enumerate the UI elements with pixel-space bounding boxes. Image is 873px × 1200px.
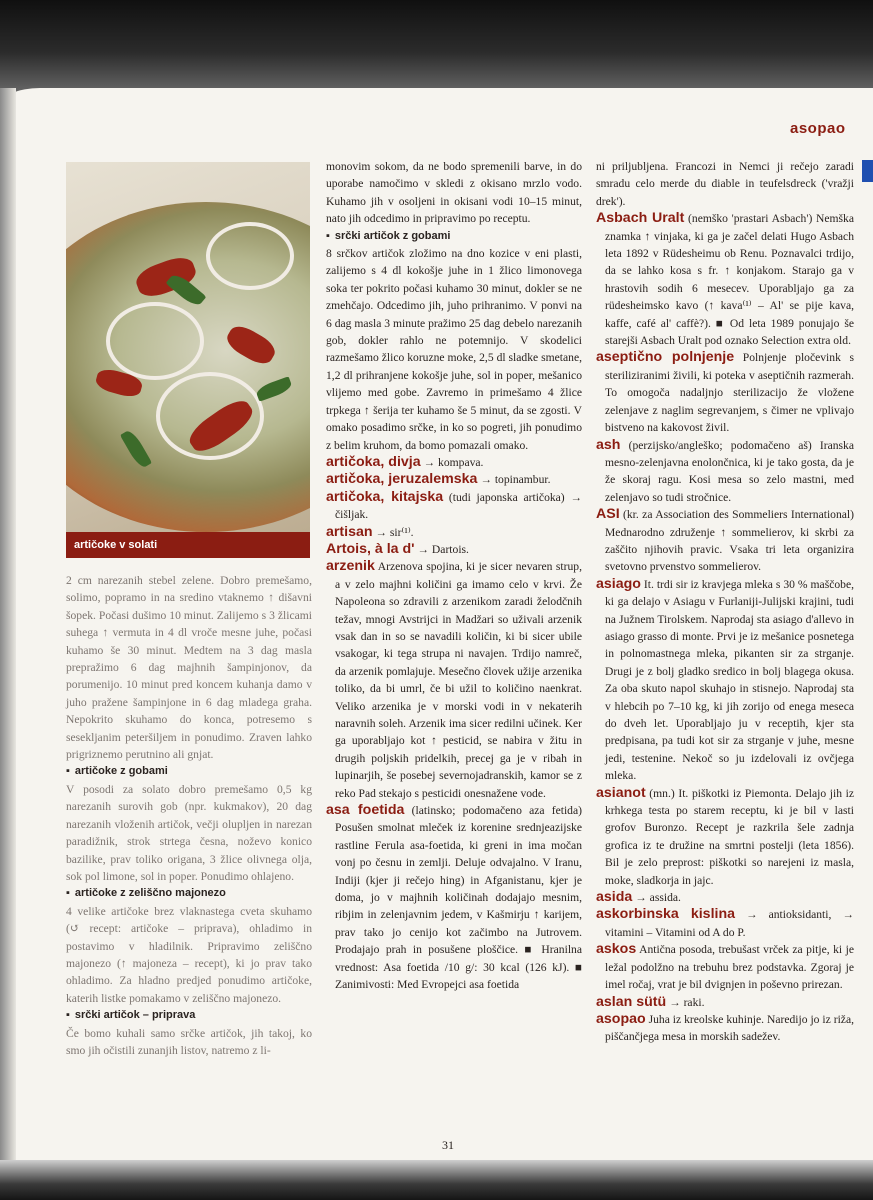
entry-headword: ash [596, 436, 621, 453]
dictionary-entry [326, 524, 582, 541]
subheading: ▪ srčki artičok z gobami [326, 228, 582, 245]
entry-text: Polnjenje pločevink s steriliziranimi živili, ki poteka v aseptičnih razmerah. To omogoča nadaljnjo sterilizacijo že vložene zelenjave z naglim segrevanjem, s čimer ne vplivajo bistveno na kakovost živil. [605, 351, 854, 435]
paragraph: Če bomo kuhali samo srčke artičok, jih takoj, ko smo jih očistili zunanjih listov, natremo z li- [66, 1026, 312, 1057]
entry-headword: asida [596, 889, 633, 906]
column-right [596, 158, 854, 1046]
onion-ring [206, 222, 294, 290]
dictionary-entry [596, 576, 854, 785]
photo-caption: artičoke v solati [66, 532, 310, 558]
paragraph: V posodi za solato dobro premešamo 0,5 kg narezanih surovih gob (npr. kukmakov), 20 dag narezanih vloženih artičok, večji olupljen in narezan paradižnik, strok strtega česna, noževo konico bazilike, prav toliko origana, 3 žlice olivnega olja, sok pol limone, sol in poper. Ponudimo ohlajeno. [66, 782, 312, 883]
entry-headword: asa foetida [326, 802, 405, 819]
entry-headword: Artois, à la d' [326, 540, 415, 557]
entry-text: (perzijsko/angleško; podomačeno aš) Iranska mesno-zelenjavna enolončnica, ki je tako gosta, da je že skoraj ragu. Kosi mesa so zelo mastni, med zelenjavo so tudi stročnice. [605, 438, 854, 504]
paragraph: 4 velike artičoke brez vlaknastega cveta skuhamo (↺ recept: artičoke – priprava), ohladimo in postavimo v hladilnik. Pripravimo zeliščno majonezo (↑ majoneza – recept), ki jo prav tako ohladimo. Za hladno predjed ponudimo artičoke, katerih listke pomakamo v zeliščno majonezo. [66, 904, 312, 1005]
entry-text: → raki. [666, 995, 705, 1009]
page-number: 31 [442, 1138, 454, 1152]
dictionary-entry [596, 785, 854, 889]
entry-headword: aseptično polnjenje [596, 349, 735, 366]
entry-headword: asopao [596, 1010, 646, 1027]
dictionary-entry [596, 994, 854, 1011]
entry-text: → topinambur. [477, 473, 551, 487]
entry-headword: asianot [596, 784, 646, 801]
scan-top-shadow [0, 0, 873, 95]
entry-headword: Asbach Uralt [596, 210, 685, 227]
dictionary-entry [596, 210, 854, 349]
dictionary-entry [596, 437, 854, 507]
subheading: ▪ srčki artičok – priprava [66, 1007, 312, 1024]
entry-headword: aslan sütü [596, 993, 667, 1010]
dictionary-entry [326, 802, 582, 993]
paragraph: 8 srčkov artičok zložimo na dno kozice v eni plasti, zalijemo s 4 dl kokošje juhe in 1 žlico limonovega soka ter pokrito počasi kuhamo 30 minut, dokler se ne zmehčajo. Odcedimo jih, juho prihranimo. V ponvi na 6 dag masla 3 minute pražimo 25 dag debelo narezanih gob, dokler rahlo ne potemnijo. V skodelici razmešamo žlico koruzne moke, 2,5 dl sladke smetane, 1,2 dl prihranjene kokošje juhe, sol in poper, mešanico vlijemo med gobe. Zavremo in primešamo 4 žlice trpkega ↑ šerija ter kuhamo še 5 minut, da se zgosti. V omako posadimo srčke, in ko so pogreti, jih ponudimo z belim kruhom, da bomo pomazali omako. [326, 247, 582, 452]
dictionary-entry [326, 454, 582, 471]
entry-text: (tudi japonska artičoka) → čišljak. [335, 490, 582, 522]
paragraph: monovim sokom, da ne bodo spremenili barve, in do uporabe namočimo v skledi z okisano mrzlo vodo. Kuhamo jih v osoljeni in okisani vodi 10–15 minut, nato jih odcedimo in pripravimo po receptu. [326, 160, 582, 226]
entry-headword: askorbinska kislina [596, 906, 736, 923]
entry-headword: artisan [326, 523, 373, 540]
dictionary-entry [326, 558, 582, 802]
column-left [66, 572, 312, 1059]
entry-text: It. trdi sir iz kravjega mleka s 30 % maščobe, ki ga delajo v Asiagu v Furlaniji-Julijski krajini, tudi na Južnem Tirolskem. Naprodaj sta asiago d'allevo in asiago grasso di monte. Prvi je iz mešanice posnetega in polnomastnega mleka, pikanten sir za strganje. Drugi je z bolj gladko sredico in bolj blagega okusa. Za oba skuto napol skuhajo in stisnejo. Naprodaj sta v hlebcih po 7–10 kg, ki jih zorijo od enega meseca do dveh let. Uporabljajo ju v receptih, kjer sta predpisana, pa tudi kot sir za strganje v juhe, mesne jedi, testenine. Nekoč so ju izdelovali iz ovčjega mleka. [605, 577, 854, 783]
entry-text: → Dartois. [414, 542, 469, 556]
entry-headword: arzenik [326, 558, 375, 575]
entry-headword: artičoka, jeruzalemska [326, 471, 478, 488]
column-middle [326, 158, 582, 994]
paragraph: ni priljubljena. Francozi in Nemci ji rečejo zaradi smradu celo merde du diable in teufelsdreck ('vražji drek'). [596, 160, 854, 208]
entry-text: Juha iz kreolske kuhinje. Naredijo jo iz riža, piščančjega mesa in morskih sadežev. [605, 1012, 854, 1044]
entry-text: → kompava. [420, 455, 484, 469]
dictionary-entry [596, 1011, 854, 1046]
onion-ring [106, 302, 204, 380]
entry-text: → assida. [632, 891, 681, 905]
thumb-index-tab [862, 160, 873, 182]
artichoke-salad-photo [66, 162, 310, 558]
dictionary-entry [596, 906, 854, 941]
onion-ring [156, 372, 264, 460]
scan-bottom-shadow [0, 1160, 873, 1200]
dictionary-entry [326, 541, 582, 558]
entry-headword: ASI [596, 506, 620, 523]
entry-text: (kr. za Association des Sommeliers International) Mednarodno združenje ↑ sommelierov, ki skrbi za zaščito njihovih pravic. Vsaka tri leta organizira svetovno prvenstvo sommelierov. [605, 508, 854, 574]
subheading: ▪ artičoke z zeliščno majonezo [66, 885, 312, 902]
entry-text: Antična posoda, trebušast vrček za pitje, ki je ležal podolžno na trebuhu brez podstavka. Zgoraj je imel ročaj, vrat je bil dvignjen in poševno prirezan. [605, 943, 854, 992]
dictionary-entry [596, 506, 854, 576]
entry-headword: askos [596, 941, 637, 958]
page-binding-edge [0, 88, 16, 1163]
dictionary-entry [326, 489, 582, 524]
subheading: ▪ artičoke z gobami [66, 763, 312, 780]
entry-headword: artičoka, kitajska [326, 488, 444, 505]
running-head: asopao [790, 120, 846, 137]
entry-text: → antioksidanti, → vitamini – Vitamini od A do P. [605, 908, 854, 939]
dictionary-entry [326, 471, 582, 488]
entry-text: (mn.) It. piškotki iz Piemonta. Delajo jih iz krhkega testa po starem receptu, ki je bil v lasti grofov Buronzo. Recept je razkrila šele zadnja grofica iz te družine na smrtni postelji (leta 1856). Bil je zelo preprost: piškotki so narejeni iz masla, moke, sladkorja in jajc. [605, 786, 854, 887]
entry-headword: artičoka, divja [326, 453, 421, 470]
dictionary-entry [596, 349, 854, 436]
entry-text: (latinsko; podomačeno aza fetida) Posušen smolnat mleček iz korenine srednjeazijske rastline Ferula asa-foetida, ki greni in ima močan vonj po česnu in zemlji. Deluje odvajalno. V Iranu, Indiji (kjer ji rečejo hing) in Afganistanu, kjer je doma, jo v majhnih količinah dodajajo mesnim, ribjim in zelenjavnim jedem, v Kašmirju ↑ karijem, prav tako jo cenijo kot začimbo na Jutrovem. Prodajajo prah in posušene ploščice. ■ Hranilna vrednost: Asa foetida /10 g/: 30 kcal (126 kJ). ■ Zanimivosti: Med Evropejci asa foetida [335, 804, 582, 992]
dictionary-entry [596, 941, 854, 993]
entry-text: (nemško 'prastari Asbach') Nemška znamka ↑ vinjaka, ki ga je začel delati Hugo Asbach leta 1892 v Rüdesheimu ob Renu. Poznavalci trdijo, da se lahko kosa s fr. ↑ konjakom. Starajo ga v hrastovih sodih 6 mesecev. Uporabljajo ga za rüdesheimsko kavo (↑ kava⁽¹⁾ – Al' se pije kava, kaffe, café al' caffè?). ■ Od leta 1989 ponujajo še starejši Asbach Uralt pod oznako Selection extra old. [605, 212, 854, 348]
dictionary-entry [596, 889, 854, 906]
entry-text: → sir⁽¹⁾. [372, 525, 414, 539]
paragraph: 2 cm narezanih stebel zelene. Dobro premešamo, solimo, popramo in na sredino vtaknemo ↑ dišavni šopek. Počasi dušimo 10 minut. Zalijemo s 3 žlicami suhega ↑ vermuta in 4 dl vroče mesne juhe, počasi kuhamo še 30 minut. Medtem na 3 dag masla prepražimo 6 dag majhnih šampinjonov, da porumenijo. 10 minut pred koncem kuhanja damo v juho pražene šampinjone in 6 dag mladega graha. Nepokrito skuhamo do konca, potresemo s sesekljanim peteršiljem in ponudimo. Zraven lahko prigriznemo perutnino ali gnjat. [66, 574, 312, 762]
entry-headword: asiago [596, 575, 641, 592]
entry-text: Arzenova spojina, ki je sicer nevaren strup, a v zelo majhni količini ga imamo celo v krvi. Že Napoleona so zdravili z arzenikom zaradi želodčnih težav, mnogi Avstrijci in Madžari so uživali arzenik vsak dan in so se navadili količin, ki bi sicer ubile vsakogar, ki tega strupa ni navajen. Trdijo namreč, da arzenik pomlajuje. Mesečno človek užije arzenika toliko, da bi umrl, če bi užil to količino naenkrat. Veliko arzenika je v morski vodi in v nekaterih naravnih soleh. Arzenik ima sicer redilni učinek. Ker ga uporabljajo kot ↑ pesticid, se nabira v žitu in drugih poljskih pridelkih, precej ga je v ribah in lupinarjih, še posebej severnojadranskih, kamor se z reko Pad stekajo s pesticidi onesnažene vode. [335, 560, 582, 800]
